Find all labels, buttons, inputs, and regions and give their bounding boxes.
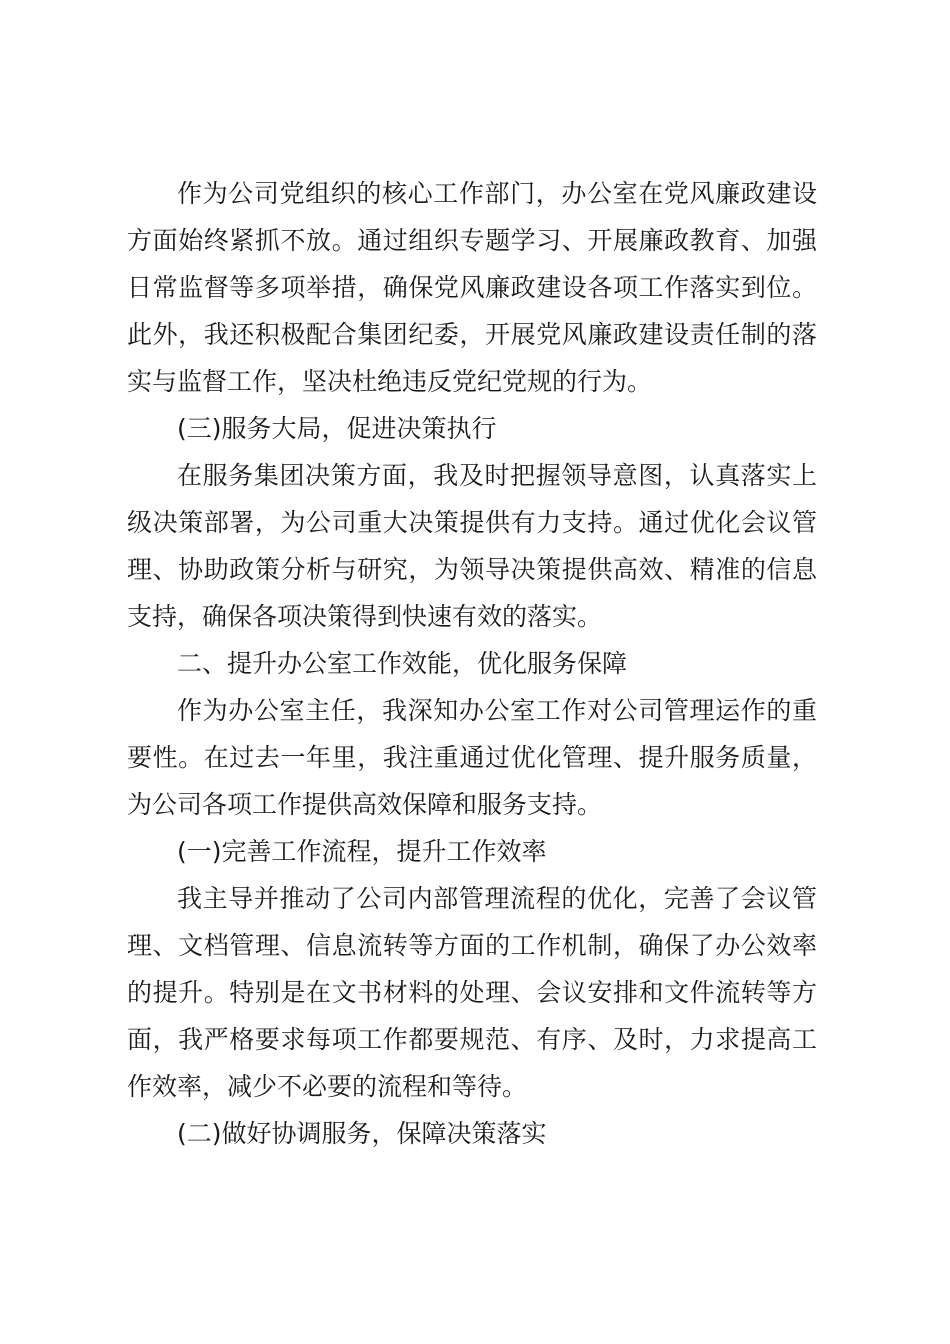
paragraph-process-optimization: 我主导并推动了公司内部管理流程的优化，完善了会议管理、文档管理、信息流转等方面的工作机制，确保了办公效率的提升。特别是在文书材料的处理、会议安排和文件流转等方面，我严格要求每项工作都要规范、有序、及时，力求提高工作效率，减少不必要的流程和等待。 (127, 884, 817, 1101)
section-heading-coordination: (二)做好协调服务，保障决策落实 (177, 1119, 547, 1148)
section-heading-serve-overall: (三)服务大局，促进决策执行 (177, 414, 497, 443)
paragraph-decision-support: 在服务集团决策方面，我及时把握领导意图，认真落实上级决策部署，为公司重大决策提供有力支持。通过优化会议管理、协助政策分析与研究，为领导决策提供高效、精准的信息支持，确保各项决策得到快速有效的落实。 (127, 461, 817, 631)
paragraph-party-conduct: 作为公司党组织的核心工作部门，办公室在党风廉政建设方面始终紧抓不放。通过组织专题学习、开展廉政教育、加强日常监督等多项举措，确保党风廉政建设各项工作落实到位。此外，我还积极配合集团纪委，开展党风廉政建设责任制的落实与监督工作，坚决杜绝违反党纪党规的行为。 (127, 179, 817, 396)
paragraph-office-director-role: 作为办公室主任，我深知办公室工作对公司管理运作的重要性。在过去一年里，我注重通过优化管理、提升服务质量，为公司各项工作提供高效保障和服务支持。 (127, 696, 817, 819)
section-heading-office-efficiency: 二、提升办公室工作效能，优化服务保障 (177, 649, 628, 678)
document-body (127, 170, 817, 1157)
section-heading-workflow: (一)完善工作流程，提升工作效率 (177, 837, 547, 866)
